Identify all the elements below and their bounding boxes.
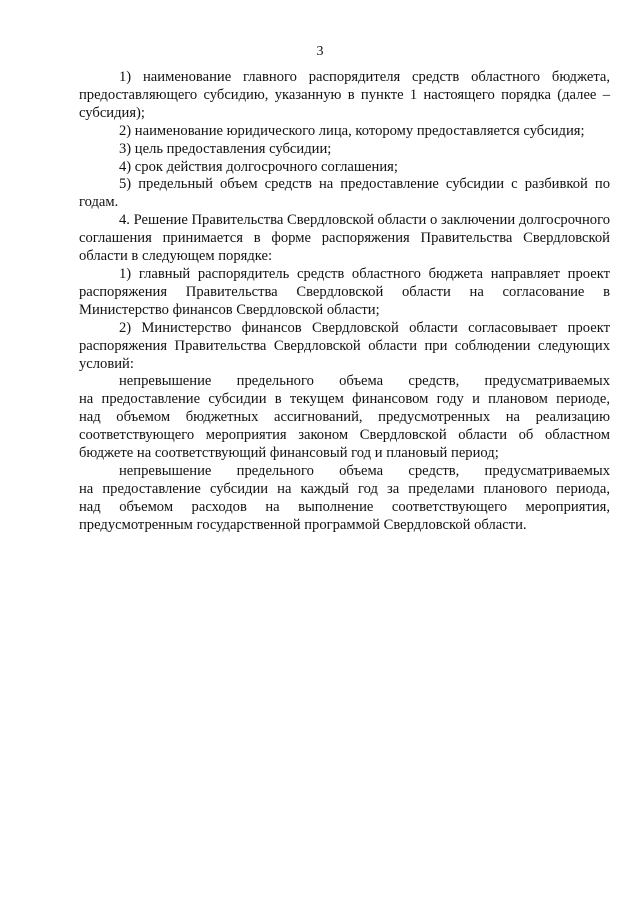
document-body bbox=[79, 69, 610, 535]
paragraph: 1) главный распорядитель средств областного бюджета направляет проект распоряжения Правительства Свердловской области на согласование в Министерство финансов Свердловской области; bbox=[79, 265, 610, 318]
paragraph: 2) наименование юридического лица, которому предоставляется субсидия; bbox=[119, 122, 585, 139]
paragraph: непревышение предельного объема средств, предусматриваемых на предоставление субсидии на каждый год за пределами планового периода, над объемом расходов на выполнение соответствующего мероприятия, предусмотренным государственной программой Свердловской области. bbox=[79, 462, 610, 533]
paragraph: 2) Министерство финансов Свердловской области согласовывает проект распоряжения Правительства Свердловской области при соблюдении следующих условий: bbox=[79, 319, 610, 372]
paragraph: 5) предельный объем средств на предоставление субсидии с разбивкой по годам. bbox=[79, 176, 610, 211]
paragraph: непревышение предельного объема средств, предусматриваемых на предоставление субсидии в текущем финансовом году и плановом периоде, над объемом бюджетных ассигнований, предусмотренных на реализацию соответствующего мероприятия законом Свердловской области об областном бюджете на соответствующий финансовый год и плановый период; bbox=[79, 373, 610, 462]
page-number: 3 bbox=[316, 44, 324, 59]
paragraph: 4. Решение Правительства Свердловской области о заключении долгосрочного соглашения принимается в форме распоряжения Правительства Свердловской области в следующем порядке: bbox=[79, 212, 610, 265]
paragraph: 4) срок действия долгосрочного соглашения; bbox=[119, 158, 398, 175]
paragraph: 3) цель предоставления субсидии; bbox=[119, 140, 332, 157]
paragraph: 1) наименование главного распорядителя средств областного бюджета, предоставляющего субсидию, указанную в пункте 1 настоящего порядка (далее – субсидия); bbox=[79, 69, 610, 121]
